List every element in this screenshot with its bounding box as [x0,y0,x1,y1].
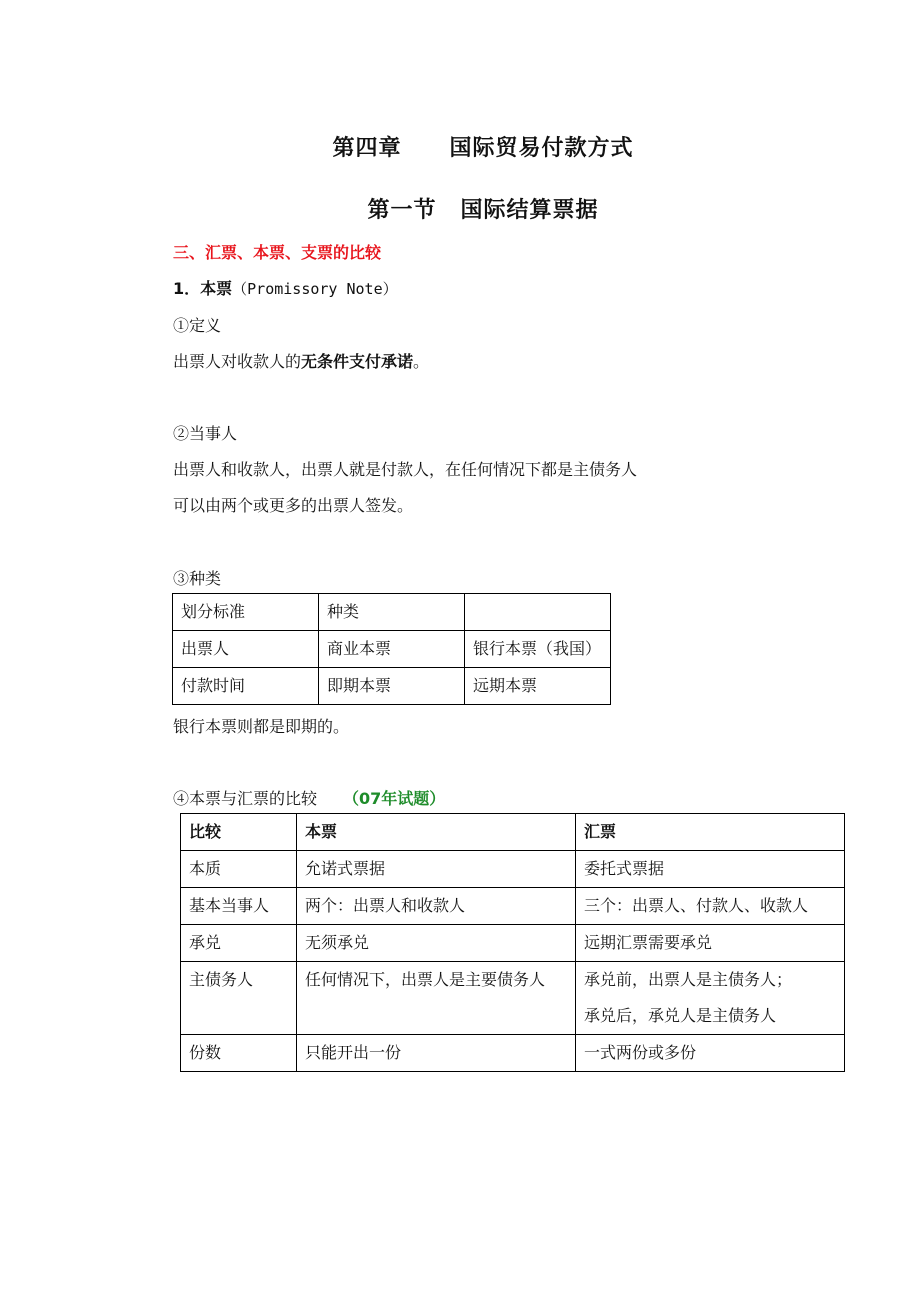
cell-line: 承兑后，承兑人是主债务人 [584,1006,777,1025]
table-cell: 本质 [181,851,297,888]
table-cell-multiline [576,962,845,1035]
chapter-label: 第四章 [332,136,402,161]
definition-plain: 出票人对收款人的 [173,352,302,371]
table-cell: 远期汇票需要承兑 [576,925,845,962]
subheading-english: （Promissory Note） [232,280,398,298]
section-label: 第一节 [367,198,437,223]
table-cell: 只能开出一份 [297,1035,576,1072]
comparison-heading: 三、汇票、本票、支票的比较 [173,243,382,262]
table-cell: 商业本票 [319,631,465,668]
chapter-title [0,131,920,162]
table-row [173,668,611,705]
cell-line: 承兑前，出票人是主债务人； [584,970,793,989]
table-row [181,962,845,1035]
table-cell: 任何情况下，出票人是主要债务人 [297,962,576,1035]
section-name: 国际结算票据 [460,198,599,223]
table-header-row [181,814,845,851]
table-row [181,925,845,962]
compare-label: ④本票与汇票的比较 [173,789,318,808]
table-row [173,631,611,668]
table-cell: 委托式票据 [576,851,845,888]
table-row [181,1035,845,1072]
definition-text [173,349,429,372]
table-cell [465,594,611,631]
table-cell: 划分标准 [173,594,319,631]
table-cell: 银行本票（我国） [465,631,611,668]
definition-end: 。 [413,352,430,371]
table-cell: 三个：出票人、付款人、收款人 [576,888,845,925]
section-title [0,193,920,224]
chapter-name: 国际贸易付款方式 [449,136,634,161]
table-cell: 允诺式票据 [297,851,576,888]
table-row [181,888,845,925]
parties-line-2: 可以由两个或更多的出票人签发。 [173,496,414,515]
table-cell: 即期本票 [319,668,465,705]
parties-line-1: 出票人和收款人，出票人就是付款人，在任何情况下都是主债务人 [173,460,638,479]
table-cell: 远期本票 [465,668,611,705]
parties-label: ②当事人 [173,424,238,443]
table-cell: 两个：出票人和收款人 [297,888,576,925]
header-cell: 汇票 [576,814,845,851]
header-cell: 本票 [297,814,576,851]
table-row [181,851,845,888]
subheading-number: 1．本票 [173,279,233,298]
table-cell: 主债务人 [181,962,297,1035]
table-cell: 种类 [319,594,465,631]
types-note: 银行本票则都是即期的。 [173,717,350,736]
table-cell: 份数 [181,1035,297,1072]
types-table [172,593,611,705]
types-label: ③种类 [173,569,222,588]
header-cell: 比较 [181,814,297,851]
table-cell: 付款时间 [173,668,319,705]
compare-heading [173,786,445,809]
subheading-promissory-note [173,276,398,299]
table-cell: 无须承兑 [297,925,576,962]
table-cell: 承兑 [181,925,297,962]
table-cell: 一式两份或多份 [576,1035,845,1072]
comparison-table [180,813,845,1072]
definition-bold: 无条件支付承诺 [301,352,414,371]
exam-tag: （07年试题） [343,789,446,808]
table-cell: 出票人 [173,631,319,668]
table-row [173,594,611,631]
table-cell: 基本当事人 [181,888,297,925]
definition-label: ①定义 [173,316,222,335]
